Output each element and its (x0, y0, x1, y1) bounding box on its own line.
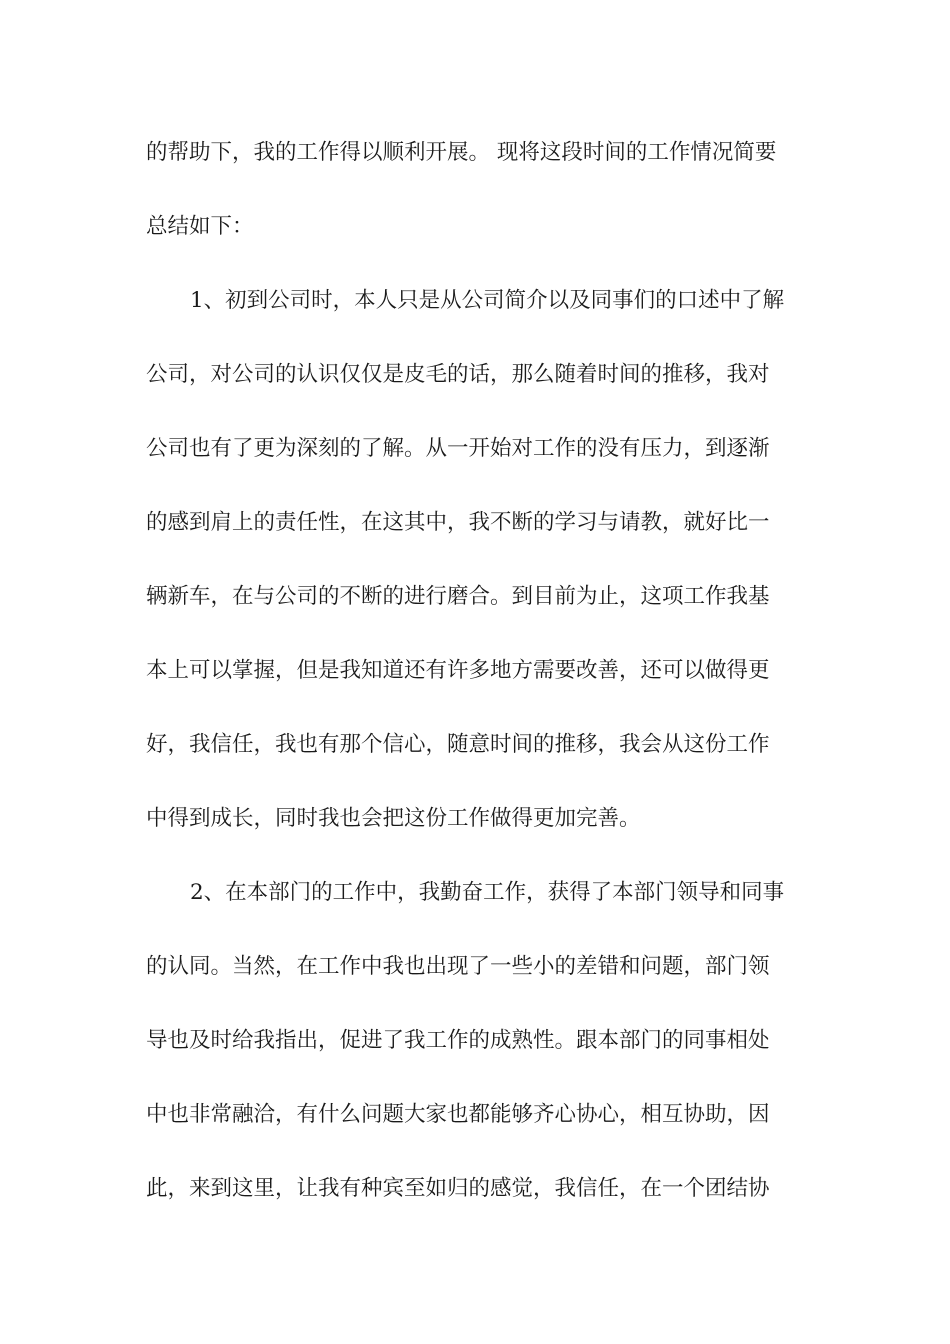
text-line: 公司，对公司的认识仅仅是皮毛的话，那么随着时间的推移，我对 (146, 362, 770, 387)
text-line: 本上可以掌握，但是我知道还有许多地方需要改善，还可以做得更 (146, 658, 770, 683)
text-line: 中得到成长，同时我也会把这份工作做得更加完善。 (146, 806, 641, 831)
text-line: 的感到肩上的责任性，在这其中，我不断的学习与请教，就好比一 (146, 510, 770, 535)
text-line: 好，我信任，我也有那个信心，随意时间的推移，我会从这份工作 (146, 732, 770, 757)
text-line: 导也及时给我指出，促进了我工作的成熟性。跟本部门的同事相处 (146, 1028, 770, 1053)
text-line: 中也非常融洽，有什么问题大家也都能够齐心协心，相互协助，因 (146, 1102, 770, 1127)
text-line: 的帮助下，我的工作得以顺利开展。 现将这段时间的工作情况简要 (146, 140, 777, 165)
text-line: 总结如下： (146, 214, 254, 239)
text-line: 公司也有了更为深刻的了解。从一开始对工作的没有压力，到逐渐 (146, 436, 770, 461)
paragraph-1-first-line: 1、初到公司时，本人只是从公司简介以及同事们的口述中了解 (190, 288, 785, 313)
text-line: 此，来到这里，让我有种宾至如归的感觉，我信任，在一个团结协 (146, 1176, 770, 1201)
text-line: 的认同。当然，在工作中我也出现了一些小的差错和问题，部门领 (146, 954, 770, 979)
paragraph-2-first-line: 2、在本部门的工作中，我勤奋工作，获得了本部门领导和同事 (190, 880, 785, 905)
text-line: 辆新车，在与公司的不断的进行磨合。到目前为止，这项工作我基 (146, 584, 770, 609)
